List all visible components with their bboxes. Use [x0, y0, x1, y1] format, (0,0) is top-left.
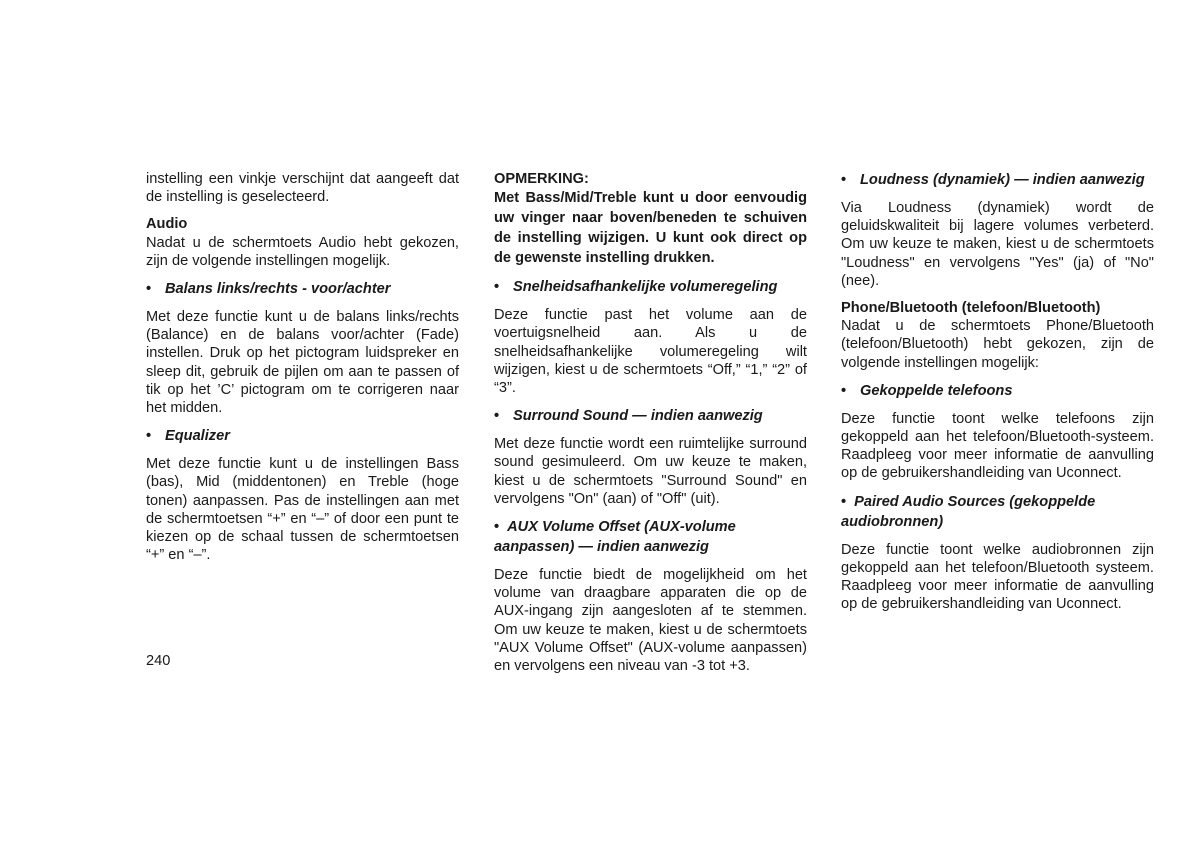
loudness-paragraph: Via Loudness (dynamiek) wordt de geluidskwaliteit bij lagere volumes verbeterd. Om uw keuze te maken, kiest u de schermtoets "Loudness" en vervolgens "Yes" (ja) of "No" (nee).	[841, 200, 1154, 289]
column-right	[841, 170, 1154, 622]
bullet-dot: •	[841, 172, 847, 188]
bullet-dot: •	[841, 493, 847, 510]
column-left	[146, 170, 459, 573]
balans-paragraph: Met deze functie kunt u de balans links/rechts (Balance) en de balans voor/achter (Fade) instellen. Druk op het pictogram luidspreker en sleep dit, gebruik de pijlen om aan te passen of tik op het ’C’ pictogram om te corrigeren naar het midden.	[146, 309, 459, 417]
bullet-title: Equalizer	[165, 428, 230, 445]
bullet-title: AUX Volume Offset (AUX-volume aanpassen) — indien aanwezig	[494, 519, 736, 556]
bullet-title: Gekoppelde telefoons	[860, 382, 1013, 399]
surround-paragraph: Met deze functie wordt een ruimtelijke surround sound gesimuleerd. Om uw keuze te maken, kiest u de schermtoets "Surround Sound" en vervolgens "On" (aan) of "Off" (uit).	[494, 436, 807, 507]
bullet-dot: •	[146, 428, 152, 445]
intro-paragraph: instelling een vinkje verschijnt dat aangeeft dat de instelling is geselecteerd.	[146, 171, 459, 206]
column-middle	[494, 170, 807, 684]
note-heading: OPMERKING:	[494, 171, 589, 187]
bullet-surround	[494, 406, 807, 426]
audio-paragraph: Nadat u de schermtoets Audio hebt gekozen, zijn de volgende instellingen mogelijk.	[146, 234, 459, 269]
page-number: 240	[146, 653, 171, 669]
bullet-aux	[494, 517, 807, 557]
aux-paragraph: Deze functie biedt de mogelijkheid om het volume van draagbare apparaten die op de AUX-ingang zijn aangesloten af te stemmen. Om uw keuze te maken, kiest u de schermtoets "AUX Volume Offset" (AUX-volume aanpassen) en vervolgens een niveau van -3 tot +3.	[494, 567, 807, 675]
audio-heading: Audio	[146, 216, 188, 233]
phone-heading: Phone/Bluetooth (telefoon/Bluetooth)	[841, 300, 1101, 317]
snelheid-paragraph: Deze functie past het volume aan de voertuigsnelheid aan. Als u de snelheidsafhankelijke volumeregeling wilt wijzigen, kiest u de schermtoets “Off,” “1,” “2” of “3”.	[494, 307, 807, 397]
bullet-paired	[841, 492, 1154, 532]
bullet-title: Snelheidsafhankelijke volumeregeling	[513, 279, 778, 296]
bullet-title: Surround Sound — indien aanwezig	[513, 408, 763, 425]
bullet-snelheid	[494, 277, 807, 297]
bullet-dot: •	[146, 281, 152, 298]
bullet-balans	[146, 279, 459, 299]
bullet-dot: •	[841, 382, 847, 399]
bullet-gekoppelde	[841, 381, 1154, 401]
paired-paragraph: Deze functie toont welke audiobronnen zijn gekoppeld aan het telefoon/Bluetooth systeem. Raadpleeg voor meer informatie de aanvulling op de gebruikershandleiding van Uconnect.	[841, 541, 1154, 613]
bullet-title: Loudness (dynamiek) — indien aanwezig	[860, 172, 1145, 188]
bullet-loudness	[841, 170, 1154, 190]
bullet-dot: •	[494, 408, 500, 425]
bullet-title: Balans links/rechts - voor/achter	[165, 281, 391, 298]
gekoppelde-paragraph: Deze functie toont welke telefoons zijn gekoppeld aan het telefoon/Bluetooth-systeem. Raadpleeg voor meer informatie de aanvulling op de gebruikershandleiding van Uconnect.	[841, 410, 1154, 482]
bullet-dot: •	[494, 279, 500, 296]
note-paragraph: Met Bass/Mid/Treble kunt u door eenvoudig uw vinger naar boven/beneden te schuiven de instelling wijzigen. U kunt ook direct op de gewenste instelling drukken.	[494, 190, 807, 267]
bullet-equalizer	[146, 426, 459, 446]
bullet-title: Paired Audio Sources (gekoppelde audiobronnen)	[841, 493, 1096, 530]
phone-paragraph: Nadat u de schermtoets Phone/Bluetooth (telefoon/Bluetooth) hebt gekozen, zijn de volgende instellingen mogelijk:	[841, 318, 1154, 371]
bullet-dot: •	[494, 519, 500, 536]
equalizer-paragraph: Met deze functie kunt u de instellingen Bass (bas), Mid (middentonen) en Treble (hoge tonen) aanpassen. Pas de instellingen aan met de schermtoetsen “+” en “–” of door een punt te kiezen op de schaal tussen de schermtoetsen “+” en “–”.	[146, 456, 459, 564]
